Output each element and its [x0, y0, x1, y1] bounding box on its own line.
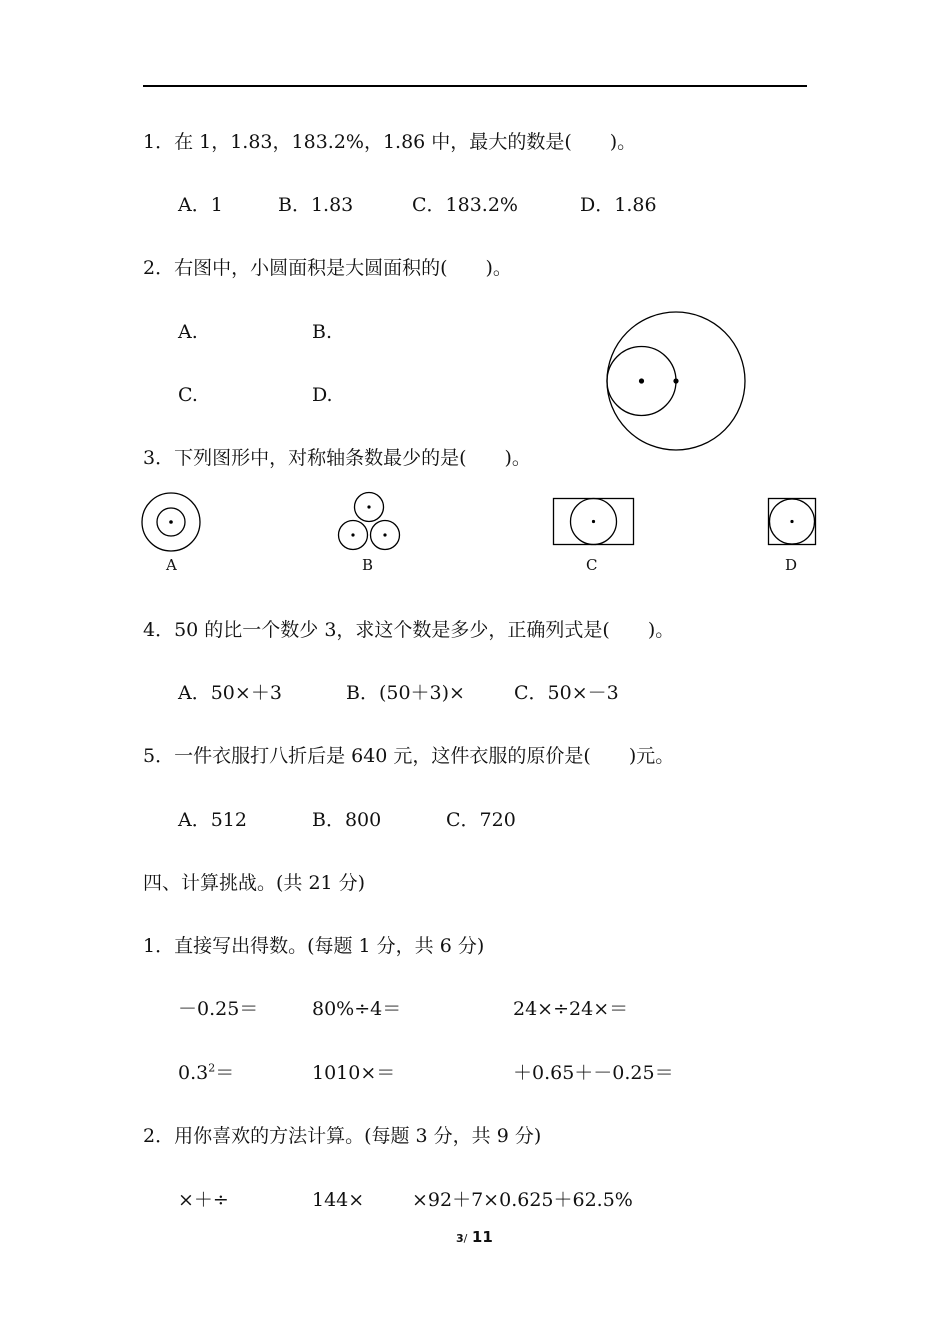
section4-part2-stem: 2．用你喜欢的方法计算。(每题 3 分，共 9 分): [143, 1125, 542, 1147]
q3-label-c: C: [586, 556, 598, 574]
calc-r2c3: ＋0.65＋－0.25＝: [513, 1062, 674, 1084]
q5-stem: 5．一件衣服打八折后是 640 元，这件衣服的原价是( )元。: [143, 745, 675, 767]
q5-option-b: B．800: [312, 809, 382, 831]
page-number: [456, 1228, 493, 1246]
q2-option-d: D.: [312, 384, 333, 406]
calc2-c2: 144×: [312, 1189, 365, 1211]
calc-r2c1-exponent: 2: [208, 1061, 216, 1075]
q2-stem: 2．右图中，小圆面积是大圆面积的( )。: [143, 257, 512, 279]
q2-option-a: A.: [178, 321, 198, 343]
q5-option-c: C．720: [446, 809, 516, 831]
q3-figure-b: [334, 490, 404, 554]
page-current: 3: [456, 1232, 464, 1245]
q2-option-c: C.: [178, 384, 198, 406]
q3-figure-d: [767, 497, 819, 547]
section4-part1-stem: 1．直接写出得数。(每题 1 分，共 6 分): [143, 935, 485, 957]
page-separator: /: [463, 1232, 468, 1245]
calc-r1c3: 24×÷24×＝: [513, 998, 629, 1020]
calc-r1c1: －0.25＝: [178, 998, 259, 1020]
q2-circles-figure: [600, 305, 752, 457]
q4-option-b: B．(50＋3)×: [346, 682, 465, 704]
calc-r2c1-base: 0.3: [178, 1062, 209, 1084]
q2-option-b: B.: [312, 321, 333, 343]
calc2-c3: ×92＋7×0.625＋62.5%: [412, 1189, 633, 1211]
q4-stem: 4．50 的比一个数少 3，求这个数是多少，正确列式是( )。: [143, 619, 675, 641]
q4-option-c: C．50×－3: [514, 682, 619, 704]
q3-label-a: A: [166, 556, 177, 574]
header-rule: [143, 85, 807, 87]
q1-option-d: D．1.86: [580, 194, 657, 216]
q4-option-a: A．50×＋3: [178, 682, 282, 704]
q3-label-b: B: [362, 556, 374, 574]
large-circle-center-dot: [673, 378, 678, 383]
q1-stem: 1．在 1，1.83，183.2%，1.86 中，最大的数是( )。: [143, 131, 637, 153]
section4-title: 四、计算挑战。(共 21 分): [143, 872, 366, 894]
q3-label-d: D: [785, 556, 798, 574]
q1-option-c: C．183.2%: [412, 194, 518, 216]
q1-option-b: B．1.83: [278, 194, 354, 216]
calc-r1c2: 80%÷4＝: [312, 998, 402, 1020]
q3-stem: 3．下列图形中，对称轴条数最少的是( )。: [143, 447, 531, 469]
calc-r2c1-tail: ＝: [215, 1062, 235, 1084]
q3-figure-c: [552, 497, 636, 547]
calc-r2c2: 1010×＝: [312, 1062, 396, 1084]
page-total: 11: [471, 1228, 493, 1246]
q5-option-a: A．512: [178, 809, 247, 831]
calc2-c1: ×＋÷: [178, 1189, 229, 1211]
calc-r2c1: [178, 1061, 234, 1085]
q1-option-a: A．1: [178, 194, 223, 216]
small-circle-center-dot: [639, 378, 644, 383]
q3-figure-a: [140, 491, 204, 555]
